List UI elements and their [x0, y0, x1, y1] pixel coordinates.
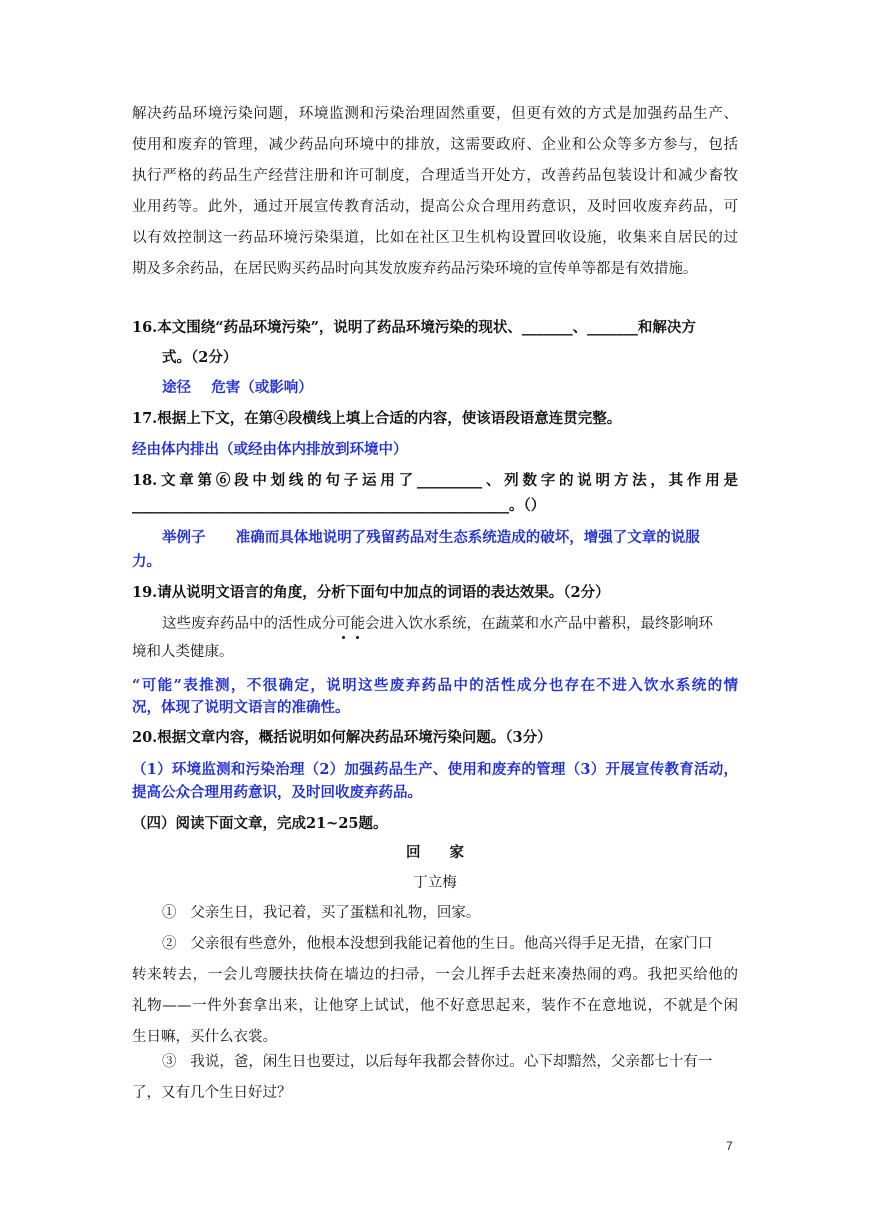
answer-16: 途径 危害（或影响） [162, 379, 313, 396]
question-19-quote [162, 614, 738, 634]
question-17: 17.根据上下文，在第④段横线上填上合适的内容，使该语段语意连贯完整。 [132, 410, 622, 427]
paragraph-number: ② [162, 936, 177, 952]
passage-line: 解决药品环境污染问题，环境监测和污染治理固然重要，但更有效的方式是加强药品生产、 [132, 106, 738, 122]
paragraph-text: 父亲生日，我记着，买了蛋糕和礼物，回家。 [190, 905, 481, 921]
article-author: 丁立梅 [413, 875, 457, 891]
passage-line: 业用药等。此外，通过开展宣传教育活动，提高公众合理用药意识，及时回收废弃药品，可 [132, 199, 738, 215]
answer-19: “可能”表推测，不很确定，说明这些废弃药品中的活性成分也存在不进入饮水系统的情 [132, 677, 738, 694]
paragraph-text: 父亲很有些意外，他根本没想到我能记着他的生日。他高兴得手足无措，在家门口 [190, 936, 713, 952]
section-heading: （四）阅读下面文章，完成21~25题。 [132, 815, 388, 832]
article-paragraph-1 [162, 903, 738, 923]
question-18-cont: ____________________________________________________。（） [132, 497, 546, 514]
dotted-word: 能 [350, 616, 365, 632]
passage-line: 以有效控制这一药品环境污染渠道，比如在社区卫生机构设置回收设施，收集来自居民的过 [132, 230, 738, 246]
question-18: 18.文章第⑥段中划线的句子运用了_________、列数字的说明方法，其作用是 [132, 472, 738, 489]
paragraph-text: 我说，爸，闲生日也要过，以后每年我都会替你过。心下却黯然，父亲都七十有一 [190, 1054, 713, 1070]
paragraph-text: 了，又有几个生日好过？ [132, 1085, 292, 1101]
paragraph-text: 生日嘛，买什么衣裳。 [132, 1029, 277, 1045]
article-paragraph-2 [162, 934, 738, 954]
question-19-quote-cont: 境和人类健康。 [132, 644, 234, 660]
answer-20: （1）环境监测和污染治理（2）加强药品生产、使用和废弃的管理（3）开展宣传教育活动， [132, 761, 738, 778]
paragraph-number: ① [162, 905, 177, 921]
answer-18: 举例子 准确而具体地说明了残留药品对生态系统造成的破坏，增强了文章的说服 [162, 529, 700, 546]
question-19: 19.请从说明文语言的角度，分析下面句中加点的词语的表达效果。（2分） [132, 584, 610, 601]
passage-line: 使用和废弃的管理，减少药品向环境中的排放，这需要政府、企业和公众等多方参与，包括 [132, 137, 738, 153]
article-title: 回 家 [406, 844, 464, 861]
passage-line: 执行严格的药品生产经营注册和许可制度，合理适当开处方，改善药品包装设计和减少畜牧 [132, 168, 738, 184]
question-16-cont: 式。（2分） [162, 349, 238, 366]
dotted-word: 可 [336, 616, 351, 632]
question-16: 16.本文围绕“药品环境污染”，说明了药品环境污染的现状、_______、_______和解决方 [132, 319, 696, 336]
article-paragraph-3 [162, 1052, 738, 1072]
answer-18-cont: 力。 [132, 553, 161, 570]
page-number: 7 [726, 1139, 733, 1153]
paragraph-number: ③ [162, 1054, 177, 1070]
question-20: 20.根据文章内容，概括说明如何解决药品环境污染问题。（3分） [132, 729, 552, 746]
paragraph-text: 转来转去，一会儿弯腰扶扶倚在墙边的扫帚，一会儿挥手去赶来凑热闹的鸡。我把买给他的 [132, 967, 738, 983]
quote-text: 会进入饮水系统，在蔬菜和水产品中蓄积，最终影响环 [365, 616, 713, 632]
quote-text: 这些废弃药品中的活性成分 [162, 616, 336, 632]
answer-17: 经由体内排出（或经由体内排放到环境中） [132, 441, 408, 458]
paragraph-text: 礼物——一件外套拿出来，让他穿上试试，他不好意思起来，装作不在意地说，不就是个闲 [132, 998, 738, 1014]
answer-20-cont: 提高公众合理用药意识，及时回收废弃药品。 [132, 784, 422, 801]
answer-19-cont: 况，体现了说明文语言的准确性。 [132, 699, 350, 716]
passage-line: 期及多余药品，在居民购买药品时向其发放废弃药品污染环境的宣传单等都是有效措施。 [132, 261, 698, 277]
